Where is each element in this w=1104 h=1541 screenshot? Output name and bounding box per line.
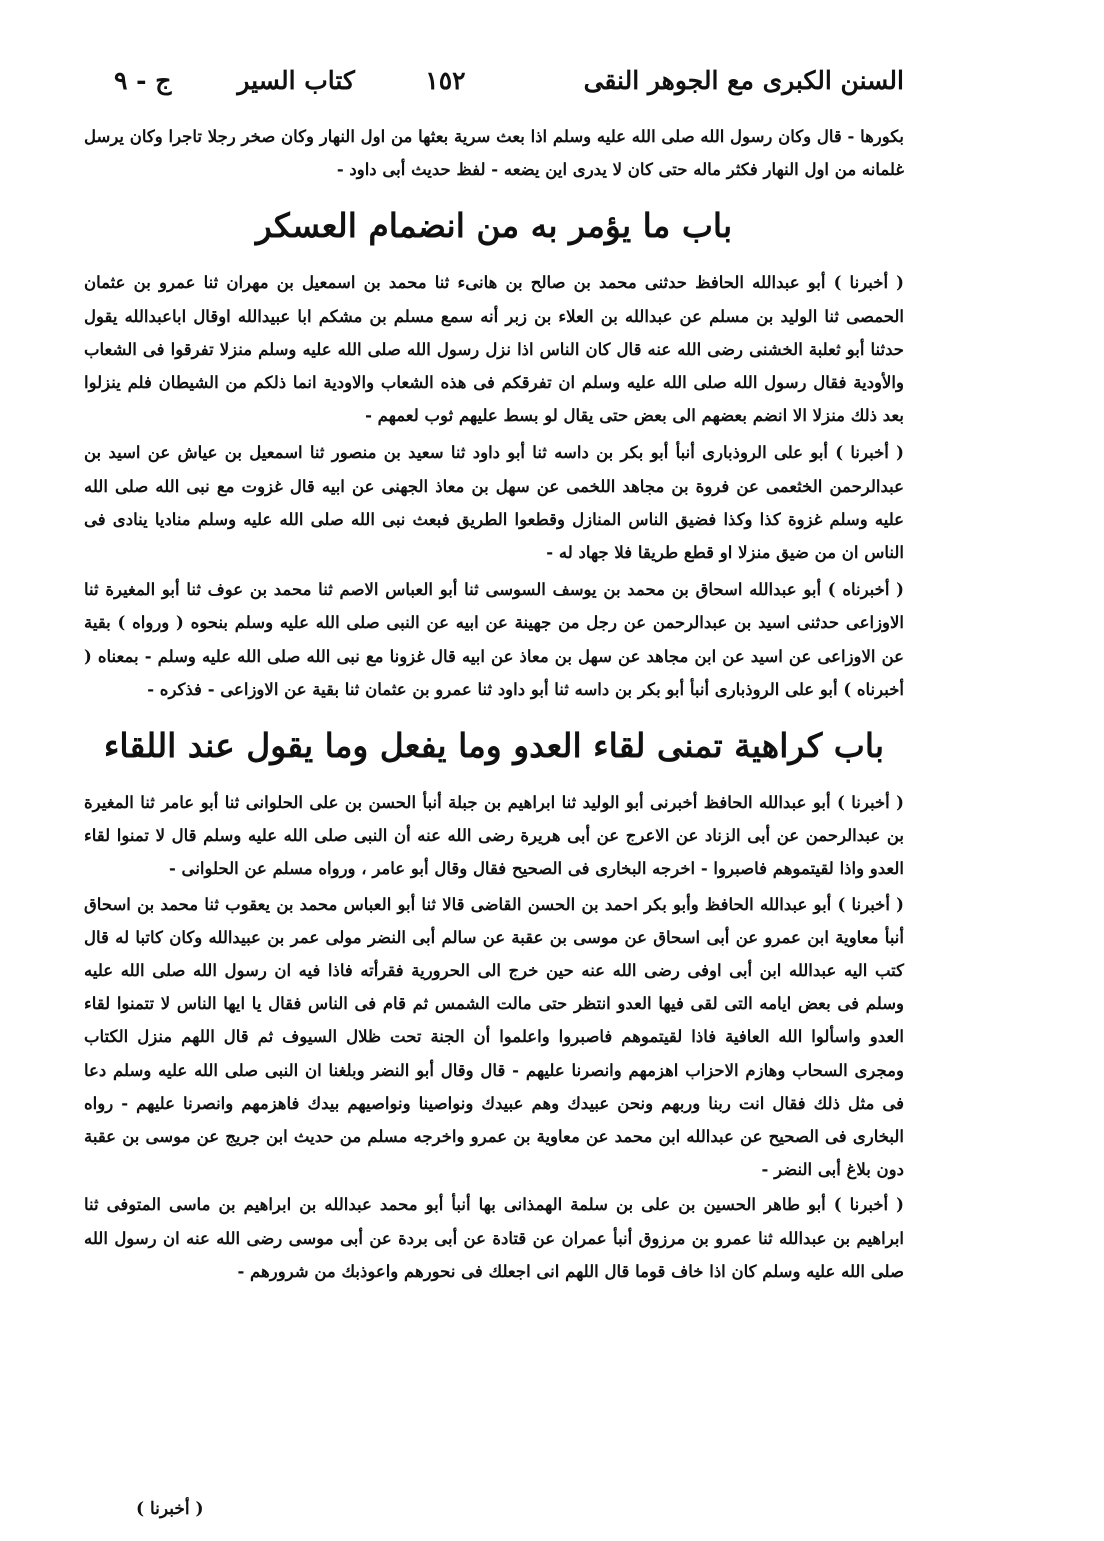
hadith-paragraph: ( أخبرنا ) أبو طاهر الحسين بن على بن سلمة الهمذانى بها أنبأ أبو محمد عبدالله بن ابراهيم بن ماسى المتوفى ثنا ابراهيم بن عبدالله ثنا عمرو بن مرزوق أنبأ عمران عن قتادة عن أبى بردة عن أبى موسى رضى الله عنه ان رسول الله صلى الله عليه وسلم كان اذا خاف قوما قال اللهم انى اجعلك فى نحورهم واعوذبك من شرورهم - — [84, 1195, 904, 1281]
hadith-paragraph: ( أخبرنا ) أبو على الروذبارى أنبأ أبو بكر بن داسه ثنا أبو داود ثنا سعيد بن منصور ثنا اسمعيل بن عياش عن اسيد بن عبدالرحمن الخثعمى عن فروة بن مجاهد اللخمى عن سهل بن معاذ الجهنى عن ابيه قال غزوت مع نبى الله صلى الله عليه وسلم غزوة كذا وكذا فضيق الناس المنازل وقطعوا الطريق فبعث نبى الله صلى الله عليه وسلم مناديا ينادى فى الناس ان من ضيق منزلا او قطع طريقا فلا جهاد له - — [84, 443, 904, 563]
page-header — [84, 66, 904, 120]
section-title: باب ما يؤمر به من انضمام العسكر — [255, 206, 733, 246]
header-left-group — [84, 66, 355, 95]
hadith-paragraph: ( أخبرنا ) أبو عبدالله الحافظ وأبو بكر احمد بن الحسن القاضى قالا ثنا أبو العباس محمد بن يعقوب ثنا محمد بن اسحاق أنبأ معاوية ابن عمرو عن أبى اسحاق عن موسى بن عقبة عن سالم أبى النضر مولى عمر بن عبيدالله وكان كاتبا له قال كتب اليه عبدالله ابن أبى اوفى رضى الله عنه حين خرج الى الحرورية فقرأته فاذا فيه ان رسول الله صلى الله عليه وسلم فى بعض ايامه التى لقى فيها العدو انتظر حتى مالت الشمس ثم قام فى الناس فقال يا ايها الناس لا تتمنوا لقاء العدو واسألوا الله العافية فاذا لقيتموهم فاصبروا واعلموا أن الجنة تحت ظلال السيوف ثم قال اللهم منزل الكتاب ومجرى السحاب وهازم الاحزاب اهزمهم وانصرنا عليهم - قال وقال أبو النضر وبلغنا ان النبى صلى الله عليه وسلم دعا فى مثل ذلك فقال انت ربنا وربهم ونحن عبيدك وهم عبيدك ونواصينا ونواصيهم بيدك فاهزمهم وانصرنا عليهم - رواه البخارى فى الصحيح عن عبدالله ابن محمد عن معاوية بن عمرو واخرجه مسلم من حديث ابن جريج عن موسى بن عقبة دون بلاغ أبى النضر - — [84, 894, 904, 1180]
section-body — [84, 266, 904, 706]
volume-number: ج - ٩ — [114, 66, 172, 95]
intro-paragraph: بكورها - قال وكان رسول الله صلى الله عليه وسلم اذا بعث سرية بعثها من اول النهار وكان صخر رجلا تاجرا وكان يرسل غلمانه من اول النهار فكثر ماله حتى كان لا يدرى اين يضعه - لفظ حديث أبى داود - — [84, 127, 904, 180]
document-page — [84, 66, 904, 1292]
hadith-paragraph: ( أخبرنا ) أبو عبدالله الحافظ حدثنى محمد بن صالح بن هانىء ثنا محمد بن اسمعيل بن مهران ثنا عمرو بن عثمان الحمصى ثنا الوليد بن مسلم عن عبدالله بن العلاء بن زبر أنه سمع مسلم بن مشكم ابا عبيدالله اوقال اباعبدالله يقول حدثنا أبو ثعلبة الخشنى رضى الله عنه قال كان الناس اذا نزل رسول الله صلى الله عليه وسلم منزلا تفرقوا فى الشعاب والأودية فقال رسول الله صلى الله عليه وسلم ان تفرقكم فى هذه الشعاب والاودية انما ذلكم من الشيطان فلم ينزلوا بعد ذلك منزلا الا انضم بعضهم الى بعض حتى يقال لو بسط عليهم ثوب لعمهم - — [84, 273, 904, 426]
catchword: ( أخبرنا ) — [136, 1499, 204, 1519]
hadith-paragraph: ( أخبرناه ) أبو عبدالله اسحاق بن محمد بن يوسف السوسى ثنا أبو العباس الاصم ثنا محمد بن عوف ثنا أبو المغيرة ثنا الاوزاعى حدثنى اسيد بن عبدالرحمن عن رجل من جهينة عن ابيه عن النبى صلى الله عليه وسلم بنحوه ( ورواه ) بقية عن الاوزاعى عن اسيد عن ابن مجاهد عن سهل بن معاذ عن ابيه قال غزونا مع نبى الله صلى الله عليه وسلم - بمعناه ( أخبرناه ) أبو على الروذبارى أنبأ أبو بكر بن داسه ثنا أبو داود ثنا عمرو بن عثمان ثنا بقية عن الاوزاعى - فذكره - — [84, 580, 904, 699]
section-title: باب كراهية تمنى لقاء العدو وما يفعل وما يقول عند اللقاء — [103, 726, 885, 766]
book-title: السنن الكبرى مع الجوهر النقى — [583, 66, 904, 95]
hadith-paragraph: ( أخبرنا ) أبو عبدالله الحافظ أخبرنى أبو الوليد ثنا ابراهيم بن جبلة أنبأ الحسن بن على الحلوانى ثنا أبو عامر ثنا المغيرة بن عبدالرحمن عن أبى الزناد عن الاعرج عن أبى هريرة رضى الله عنه أن النبى صلى الله عليه وسلم قال لا تمنوا لقاء العدو واذا لقيتموهم فاصبروا - اخرجه البخارى فى الصحيح فقال وقال أبو عامر ، ورواه مسلم عن الحلوانى - — [84, 793, 904, 879]
page-number: ١٥٢ — [425, 66, 466, 95]
header-right-group — [385, 66, 904, 95]
section-body — [84, 786, 904, 1288]
chapter-name: كتاب السير — [237, 66, 355, 95]
